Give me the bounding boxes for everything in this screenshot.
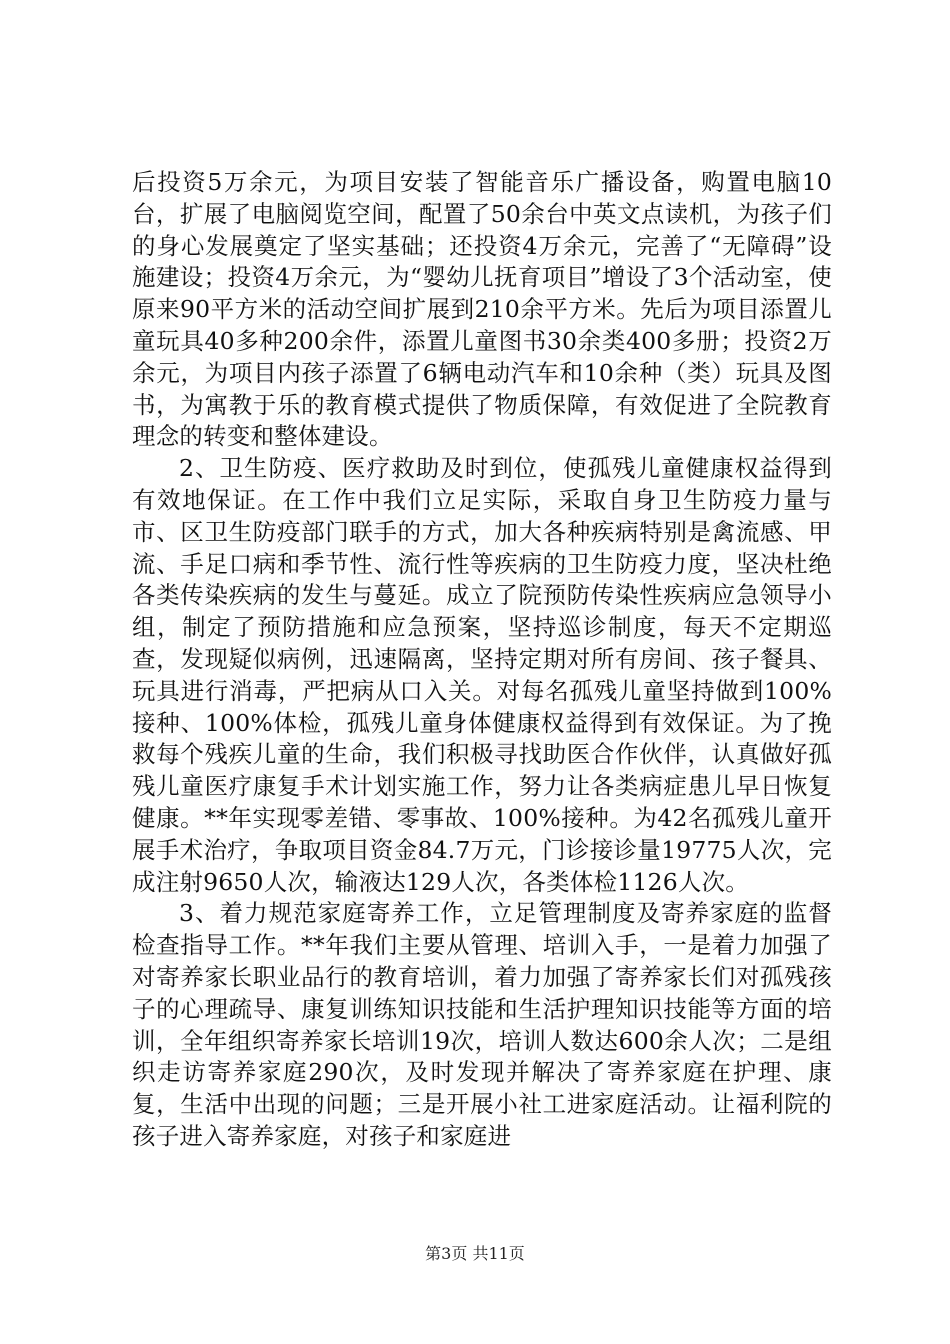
paragraph-3: 3、着力规范家庭寄养工作，立足管理制度及寄养家庭的监督检查指导工作。**年我们主要从管理、培训入手，一是着力加强了对寄养家长职业品行的教育培训，着力加强了寄养家长们对孤残孩子的心理疏导、康复训练知识技能和生活护理知识技能等方面的培训，全年组织寄养家长培训19次，培训人数达600余人次；二是组织走访寄养家庭290次，及时发现并解决了寄养家庭在护理、康复，生活中出现的问题；三是开展小社工进家庭活动。让福利院的孩子进入寄养家庭，对孩子和家庭进 bbox=[132, 899, 832, 1150]
paragraph-1: 后投资5万余元，为项目安装了智能音乐广播设备，购置电脑10台，扩展了电脑阅览空间，配置了50余台中英文点读机，为孩子们的身心发展奠定了坚实基础；还投资4万余元，完善了“无障碍”设施建设；投资4万余元，为“婴幼儿抚育项目”增设了3个活动室，使原来90平方米的活动空间扩展到210余平方米。先后为项目添置儿童玩具40多种200余件，添置儿童图书30余类400多册；投资2万余元，为项目内孩子添置了6辆电动汽车和10余种（类）玩具及图书，为寓教于乐的教育模式提供了物质保障，有效促进了全院教育理念的转变和整体建设。 bbox=[132, 168, 832, 451]
document-body bbox=[132, 167, 832, 1153]
page-footer bbox=[0, 1244, 950, 1264]
paragraph-2: 2、卫生防疫、医疗救助及时到位，使孤残儿童健康权益得到有效地保证。在工作中我们立足实际，采取自身卫生防疫力量与市、区卫生防疫部门联手的方式，加大各种疾病特别是禽流感、甲流、手足口病和季节性、流行性等疾病的卫生防疫力度，坚决杜绝各类传染疾病的发生与蔓延。成立了院预防传染性疾病应急领导小组，制定了预防措施和应急预案，坚持巡诊制度，每天不定期巡查，发现疑似病例，迅速隔离，坚持定期对所有房间、孩子餐具、玩具进行消毒，严把病从口入关。对每名孤残儿童坚持做到100%接种、100%体检，孤残儿童身体健康权益得到有效保证。为了挽救每个残疾儿童的生命，我们积极寻找助医合作伙伴，认真做好孤残儿童医疗康复手术计划实施工作，努力让各类病症患儿早日恢复健康。**年实现零差错、零事故、100%接种。为42名孤残儿童开展手术治疗，争取项目资金84.7万元，门诊接诊量19775人次，完成注射9650人次，输液达129人次，各类体检1126人次。 bbox=[132, 454, 832, 896]
page-number-label: 第3页 共11页 bbox=[425, 1244, 525, 1263]
